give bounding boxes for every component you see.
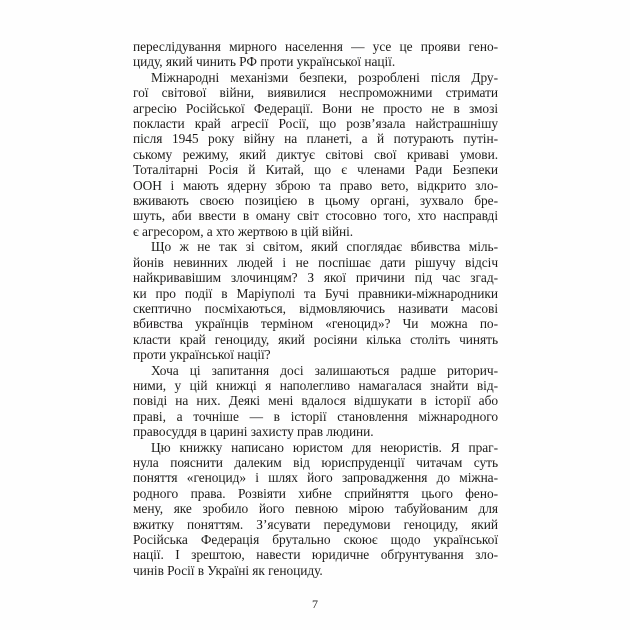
- body-text: [133, 39, 498, 578]
- text-line: мену, яке зробило його певною мірою табуйованим для: [133, 501, 498, 517]
- text-line: нула пояснити далеким від юриспруденції читачам суть: [133, 454, 498, 470]
- text-line: вбивства українців терміном «геноцид»? Чи можна по-: [133, 316, 498, 332]
- text-line: шуть, аби ввести в оману світ стосовно того, хто насправді: [133, 208, 498, 224]
- text-line: Хоча ці запитання досі залишаються радше риторич-: [151, 362, 498, 378]
- text-line: Російська Федерація брутально скоює щодо української: [133, 532, 498, 547]
- text-line: циду, який чинить РФ проти української нації.: [133, 54, 396, 70]
- text-line: є агресором, а хто жертвою в цій війні.: [133, 223, 354, 239]
- text-line: проти української нації?: [133, 347, 271, 363]
- text-line: агресію Російської Федерації. Вони не просто не в змозі: [133, 100, 498, 116]
- text-line: скептично посміхаються, відмовляючись називати масові: [133, 300, 498, 316]
- text-line: правосуддя в царині захисту прав людини.: [133, 424, 374, 440]
- text-line: Цю книжку написано юристом для неюристів. Я праг-: [151, 439, 498, 455]
- text-line: після 1945 року війну на планеті, а й потурають путін-: [133, 131, 498, 147]
- text-line: вживають своєю позицією в цьому органі, зухвало бре-: [133, 193, 498, 209]
- text-line: ки про події в Маріуполі та Бучі правники-міжнародники: [133, 285, 498, 301]
- text-line: гої світової війни, виявилися неспроможними стримати: [133, 85, 498, 101]
- paragraph: [133, 239, 498, 362]
- text-line: родного права. Розвіяти хибне сприйняття цього фено-: [133, 485, 498, 501]
- paragraph: [133, 440, 498, 579]
- text-line: чинів Росії в Україні як геноциду.: [133, 562, 323, 578]
- paragraph: [133, 39, 498, 70]
- text-line: ООН і мають ядерну зброю та право вето, відкрито зло-: [133, 177, 498, 193]
- text-line: нації. І зрештою, навести юридичне обґрунтування зло-: [133, 547, 498, 563]
- paragraph: [133, 70, 498, 239]
- text-line: ському режиму, який диктує світові свої криваві умови.: [133, 146, 498, 162]
- text-line: Тоталітарні Росія й Китай, що є членами Ради Безпеки: [133, 162, 498, 178]
- text-line: Що ж не так зі світом, який споглядає вбивства міль-: [151, 239, 498, 255]
- text-line: поняття «геноцид» і шлях його запровадження до міжна-: [133, 470, 498, 486]
- text-line: Міжнародні механізми безпеки, розроблені після Дру-: [151, 69, 498, 85]
- text-line: переслідування мирного населення — усе це прояви гено-: [133, 39, 498, 54]
- text-line: повіді на них. Деякі мені вдалося відшукати в історії або: [133, 393, 498, 409]
- text-line: праві, а точніше — в історії становлення міжнародного: [133, 408, 498, 424]
- page-number: 7: [312, 597, 318, 611]
- text-line: йонів невинних людей і не поспішає дати рішучу відсіч: [133, 254, 498, 270]
- text-line: класти край геноциду, який росіяни кілька століть чинять: [133, 331, 498, 347]
- text-line: вжитку поняттям. З’ясувати передумови геноциду, який: [133, 516, 498, 532]
- text-line: покласти край агресії Росії, що розв’язала найстрашнішу: [133, 116, 498, 132]
- text-line: найкривавішим злочинцям? З якої причини під час згад-: [133, 270, 498, 286]
- text-line: ними, у цій книжці я наполегливо намагалася знайти від-: [133, 377, 498, 393]
- paragraph: [133, 363, 498, 440]
